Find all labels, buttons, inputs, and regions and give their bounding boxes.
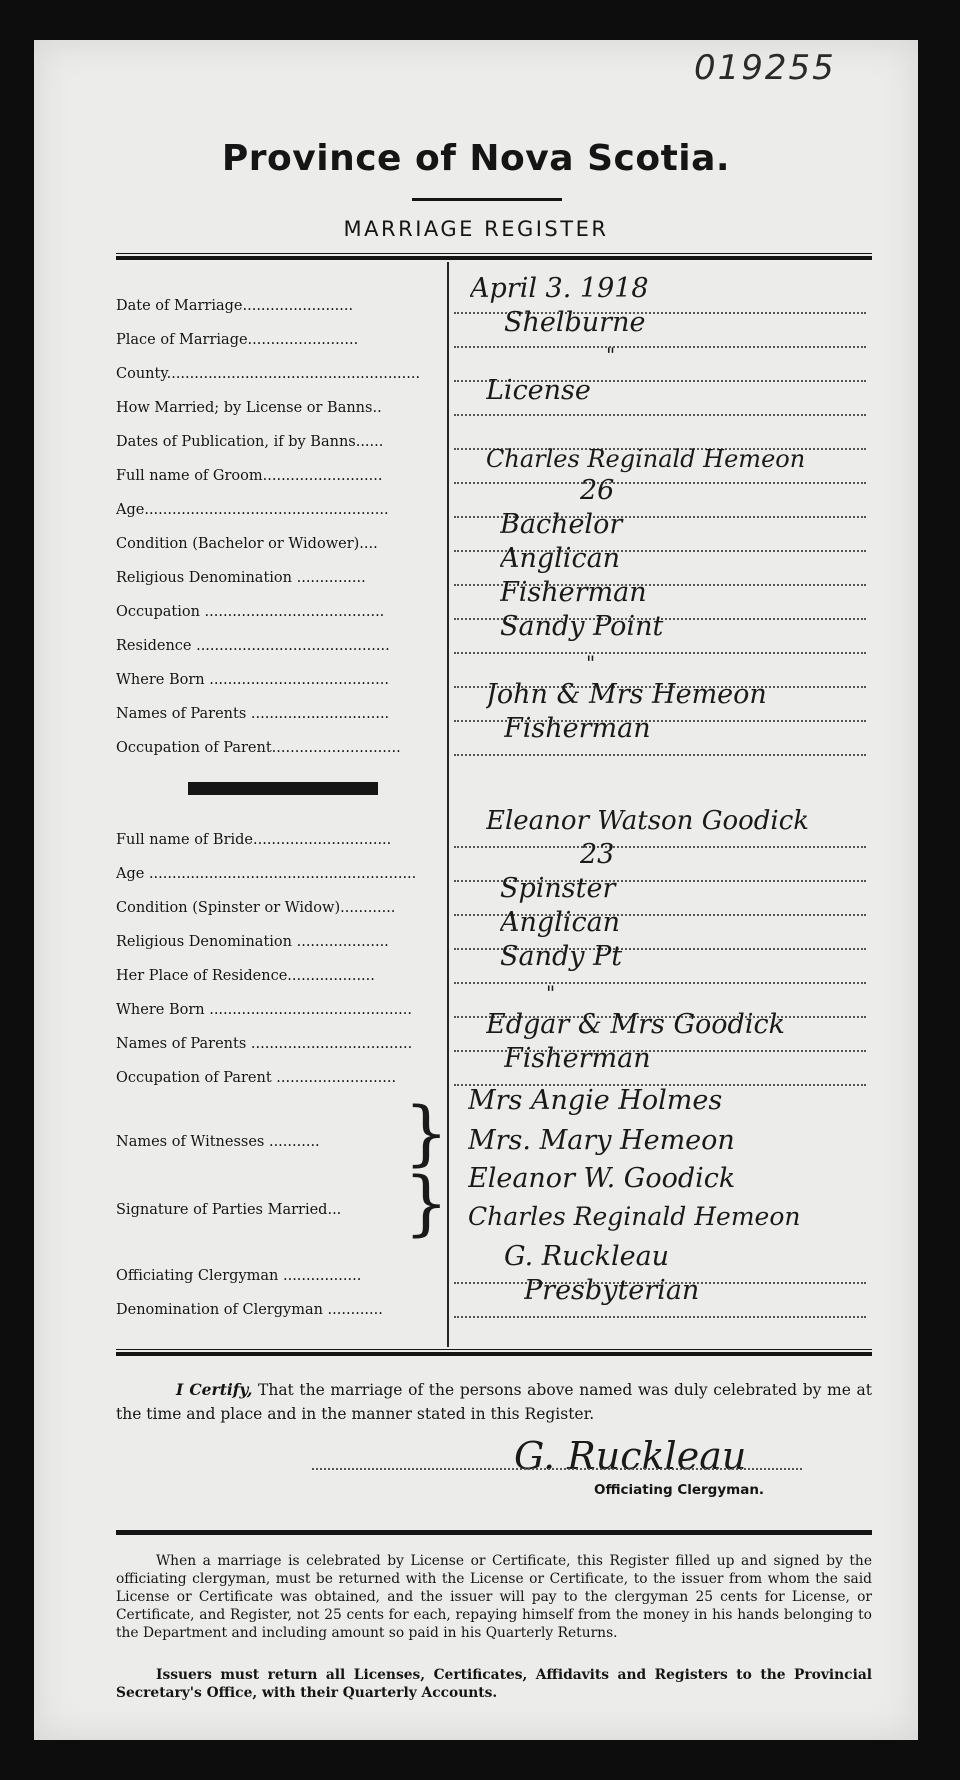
field-label-groom-occupation: Occupation ....................................... bbox=[116, 604, 385, 620]
field-value-bride-denomination: Anglican bbox=[500, 907, 621, 938]
field-line bbox=[454, 1316, 866, 1318]
field-value-bride-condition: Spinster bbox=[500, 873, 616, 904]
field-label-bride-where-born: Where Born ............................................ bbox=[116, 1002, 413, 1018]
document-subtitle: MARRIAGE REGISTER bbox=[343, 217, 609, 241]
field-value-bride-name: Eleanor Watson Goodick bbox=[486, 806, 810, 836]
signature-line bbox=[312, 1468, 802, 1470]
field-value-county: " bbox=[606, 343, 616, 367]
field-value-bride-parents: Edgar & Mrs Goodick bbox=[486, 1009, 785, 1040]
bride-section-divider bbox=[188, 782, 378, 795]
field-label-groom-condition: Condition (Bachelor or Widower).... bbox=[116, 536, 378, 552]
witness-brace: } bbox=[404, 1092, 449, 1174]
groom-signature: Charles Reginald Hemeon bbox=[468, 1202, 801, 1231]
field-value-how-married: License bbox=[486, 375, 591, 406]
bride-signature: Eleanor W. Goodick bbox=[468, 1163, 736, 1194]
field-value-groom-parent-occupation: Fisherman bbox=[504, 713, 651, 744]
field-label-groom-residence: Residence .......................................... bbox=[116, 638, 390, 654]
field-label-groom-parents: Names of Parents .............................. bbox=[116, 706, 390, 722]
marriage-register-sheet bbox=[34, 40, 918, 1740]
field-label-place-of-marriage: Place of Marriage........................ bbox=[116, 332, 359, 348]
field-label-groom-denomination: Religious Denomination ............... bbox=[116, 570, 366, 586]
field-label-bride-age: Age .......................................................... bbox=[116, 866, 417, 882]
field-label-parties-signature: Signature of Parties Married... bbox=[116, 1202, 342, 1218]
field-value-groom-denomination: Anglican bbox=[500, 543, 621, 574]
return-instruction: Issuers must return all Licenses, Certificates, Affidavits and Registers to the Provincial Secretary's Office, with their Quarterly Accounts. bbox=[116, 1667, 872, 1701]
notice-divider bbox=[116, 1528, 872, 1535]
field-label-clergy-denomination: Denomination of Clergyman ............ bbox=[116, 1302, 383, 1318]
register-number: 019255 bbox=[694, 48, 836, 88]
field-label-groom-parent-occupation: Occupation of Parent............................ bbox=[116, 740, 401, 756]
certification-text: That the marriage of the persons above named was duly celebrated by me at the time and place and in the manner stated in this Register. bbox=[116, 1381, 872, 1423]
field-label-bride-parents: Names of Parents ................................... bbox=[116, 1036, 413, 1052]
field-label-bride-residence: Her Place of Residence................... bbox=[116, 968, 375, 984]
field-line bbox=[454, 414, 866, 416]
field-label-bride-parent-occupation: Occupation of Parent .......................... bbox=[116, 1070, 397, 1086]
witness-name-1: Mrs Angie Holmes bbox=[468, 1085, 723, 1116]
field-label-how-married: How Married; by License or Banns.. bbox=[116, 400, 382, 416]
header-divider bbox=[116, 253, 872, 260]
field-value-groom-parents: John & Mrs Hemeon bbox=[486, 679, 767, 710]
field-label-county: County....................................................... bbox=[116, 366, 421, 382]
field-value-bride-residence: Sandy Pt bbox=[500, 941, 623, 972]
field-label-officiating-clergyman: Officiating Clergyman ................. bbox=[116, 1268, 362, 1284]
field-value-officiating-clergyman: G. Ruckleau bbox=[504, 1241, 670, 1272]
field-value-groom-age: 26 bbox=[580, 475, 615, 506]
field-value-date-of-marriage: April 3. 1918 bbox=[470, 273, 649, 304]
field-value-groom-condition: Bachelor bbox=[500, 509, 623, 540]
parties-brace: } bbox=[404, 1162, 449, 1244]
clergyman-signature: G. Ruckleau bbox=[514, 1434, 747, 1478]
field-label-groom-age: Age..................................................... bbox=[116, 502, 389, 518]
field-value-bride-parent-occupation: Fisherman bbox=[504, 1043, 651, 1074]
notice-paragraph: When a marriage is celebrated by License or Certificate, this Register filled up and signed by the officiating clergyman, must be returned with the License or Certificate, to the issuer from whom the said License or Certificate was obtained, and the issuer will pay to the clergyman 25 cents for License, or Certificate, and Register, not 25 cents for each, repaying himself from the money in his hands belonging to the Department and including amount so paid in his Quarterly Returns. bbox=[116, 1553, 872, 1641]
certification-divider bbox=[116, 1349, 872, 1356]
field-value-place-of-marriage: Shelburne bbox=[504, 307, 646, 338]
field-value-bride-where-born: " bbox=[546, 981, 556, 1005]
field-label-witnesses: Names of Witnesses ........... bbox=[116, 1134, 320, 1150]
field-value-groom-residence: Sandy Point bbox=[500, 611, 664, 642]
field-value-clergy-denomination: Presbyterian bbox=[524, 1275, 700, 1306]
field-label-date-of-marriage: Date of Marriage........................ bbox=[116, 298, 354, 314]
field-label-groom-where-born: Where Born ....................................... bbox=[116, 672, 389, 688]
field-label-bride-name: Full name of Bride.............................. bbox=[116, 832, 392, 848]
witness-name-2: Mrs. Mary Hemeon bbox=[468, 1125, 735, 1156]
signature-caption: Officiating Clergyman. bbox=[594, 1482, 765, 1498]
field-label-bride-condition: Condition (Spinster or Widow)............ bbox=[116, 900, 396, 916]
certification-statement bbox=[116, 1378, 872, 1426]
field-value-groom-where-born: " bbox=[586, 651, 596, 675]
field-value-bride-age: 23 bbox=[580, 839, 615, 870]
field-value-groom-name: Charles Reginald Hemeon bbox=[486, 445, 806, 473]
field-label-dates-of-publication: Dates of Publication, if by Banns...... bbox=[116, 434, 384, 450]
field-value-groom-occupation: Fisherman bbox=[500, 577, 647, 608]
certification-lead: I Certify, bbox=[176, 1380, 253, 1399]
title-underline bbox=[412, 198, 562, 201]
field-label-bride-denomination: Religious Denomination .................... bbox=[116, 934, 389, 950]
field-line bbox=[454, 754, 866, 756]
field-label-groom-name: Full name of Groom.......................... bbox=[116, 468, 383, 484]
document-title: Province of Nova Scotia. bbox=[221, 138, 731, 179]
